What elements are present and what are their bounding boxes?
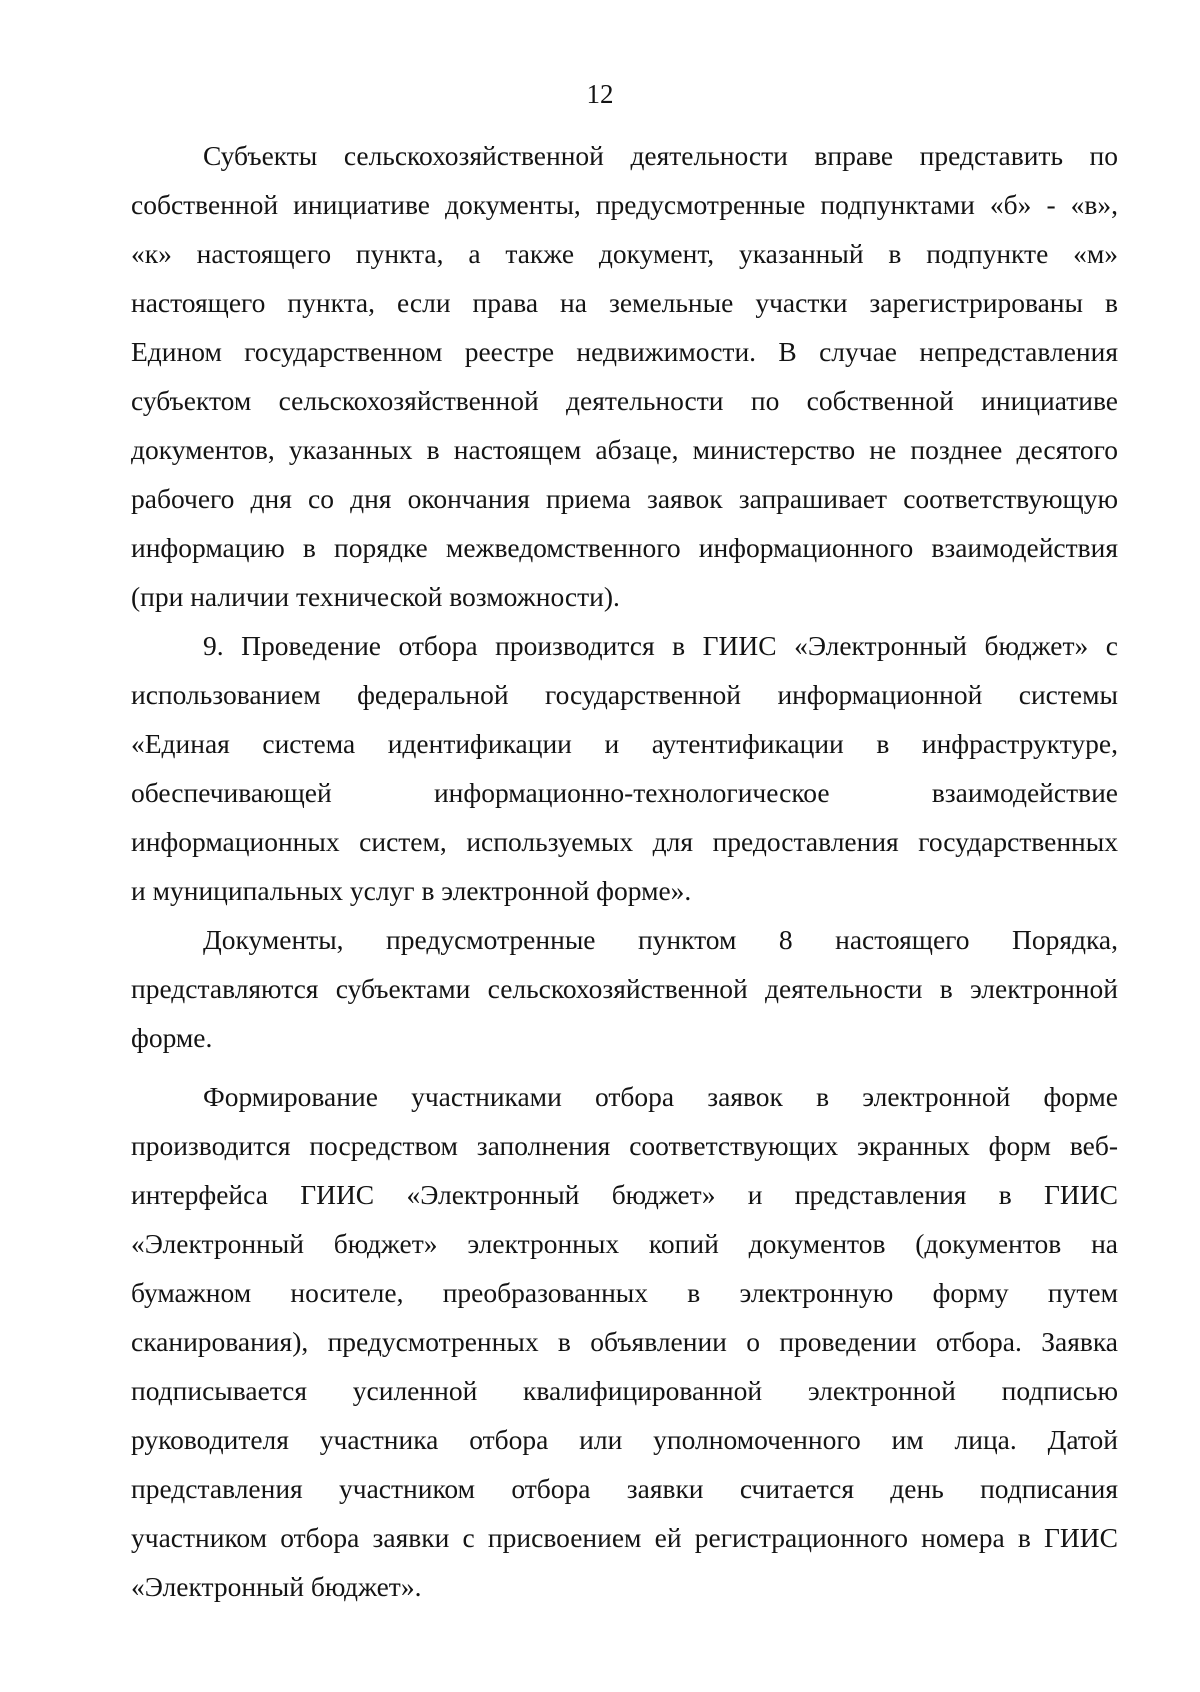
text-line: Документы, предусмотренные пунктом 8 настоящего Порядка,	[203, 924, 1118, 955]
text-line: бумажном носителе, преобразованных в электронную форму путем	[131, 1277, 1118, 1308]
text-line: сканирования), предусмотренных в объявлении о проведении отбора. Заявка	[131, 1326, 1118, 1357]
page-number: 12	[586, 79, 614, 109]
document-body	[131, 131, 1118, 1611]
text-line: Формирование участниками отбора заявок в электронной форме	[203, 1081, 1118, 1112]
text-line: форме.	[131, 1022, 213, 1053]
paragraph-gap	[131, 1062, 1118, 1072]
text-line: интерфейса ГИИС «Электронный бюджет» и представления в ГИИС	[131, 1179, 1118, 1210]
paragraph-submission-own-initiative	[131, 131, 1118, 621]
text-line: «к» настоящего пункта, а также документ, указанный в подпункте «м»	[131, 238, 1118, 269]
text-line: собственной инициативе документы, предусмотренные подпунктами «б» - «в»,	[131, 189, 1118, 220]
text-line: производится посредством заполнения соответствующих экранных форм веб-	[131, 1130, 1118, 1161]
text-line: документов, указанных в настоящем абзаце, министерство не позднее десятого	[131, 434, 1118, 465]
text-line: субъектом сельскохозяйственной деятельности по собственной инициативе	[131, 385, 1118, 416]
text-line: информацию в порядке межведомственного информационного взаимодействия	[131, 532, 1118, 563]
text-line: участником отбора заявки с присвоением ей регистрационного номера в ГИИС	[131, 1522, 1118, 1553]
text-line: 9. Проведение отбора производится в ГИИС «Электронный бюджет» с	[203, 630, 1118, 661]
text-line: настоящего пункта, если права на земельные участки зарегистрированы в	[131, 287, 1118, 318]
paragraph-item-9-selection-procedure	[131, 621, 1118, 915]
paragraph-application-forming	[131, 1072, 1118, 1611]
text-line: Субъекты сельскохозяйственной деятельности вправе представить по	[203, 140, 1118, 171]
text-line: Едином государственном реестре недвижимости. В случае непредставления	[131, 336, 1118, 367]
text-line: информационных систем, используемых для предоставления государственных	[131, 826, 1118, 857]
text-line: руководителя участника отбора или уполномоченного им лица. Датой	[131, 1424, 1118, 1455]
text-line: представления участником отбора заявки считается день подписания	[131, 1473, 1118, 1504]
text-line: (при наличии технической возможности).	[131, 581, 620, 612]
text-line: «Электронный бюджет» электронных копий документов (документов на	[131, 1228, 1118, 1259]
text-line: «Электронный бюджет».	[131, 1571, 422, 1602]
text-line: подписывается усиленной квалифицированной электронной подписью	[131, 1375, 1118, 1406]
text-line: рабочего дня со дня окончания приема заявок запрашивает соответствующую	[131, 483, 1118, 514]
text-line: представляются субъектами сельскохозяйственной деятельности в электронной	[131, 973, 1118, 1004]
text-line: и муниципальных услуг в электронной форме».	[131, 875, 692, 906]
text-line: обеспечивающей информационно-технологическое взаимодействие	[131, 777, 1118, 808]
text-line: использованием федеральной государственной информационной системы	[131, 679, 1118, 710]
text-line: «Единая система идентификации и аутентификации в инфраструктуре,	[131, 728, 1118, 759]
paragraph-electronic-documents	[131, 915, 1118, 1062]
